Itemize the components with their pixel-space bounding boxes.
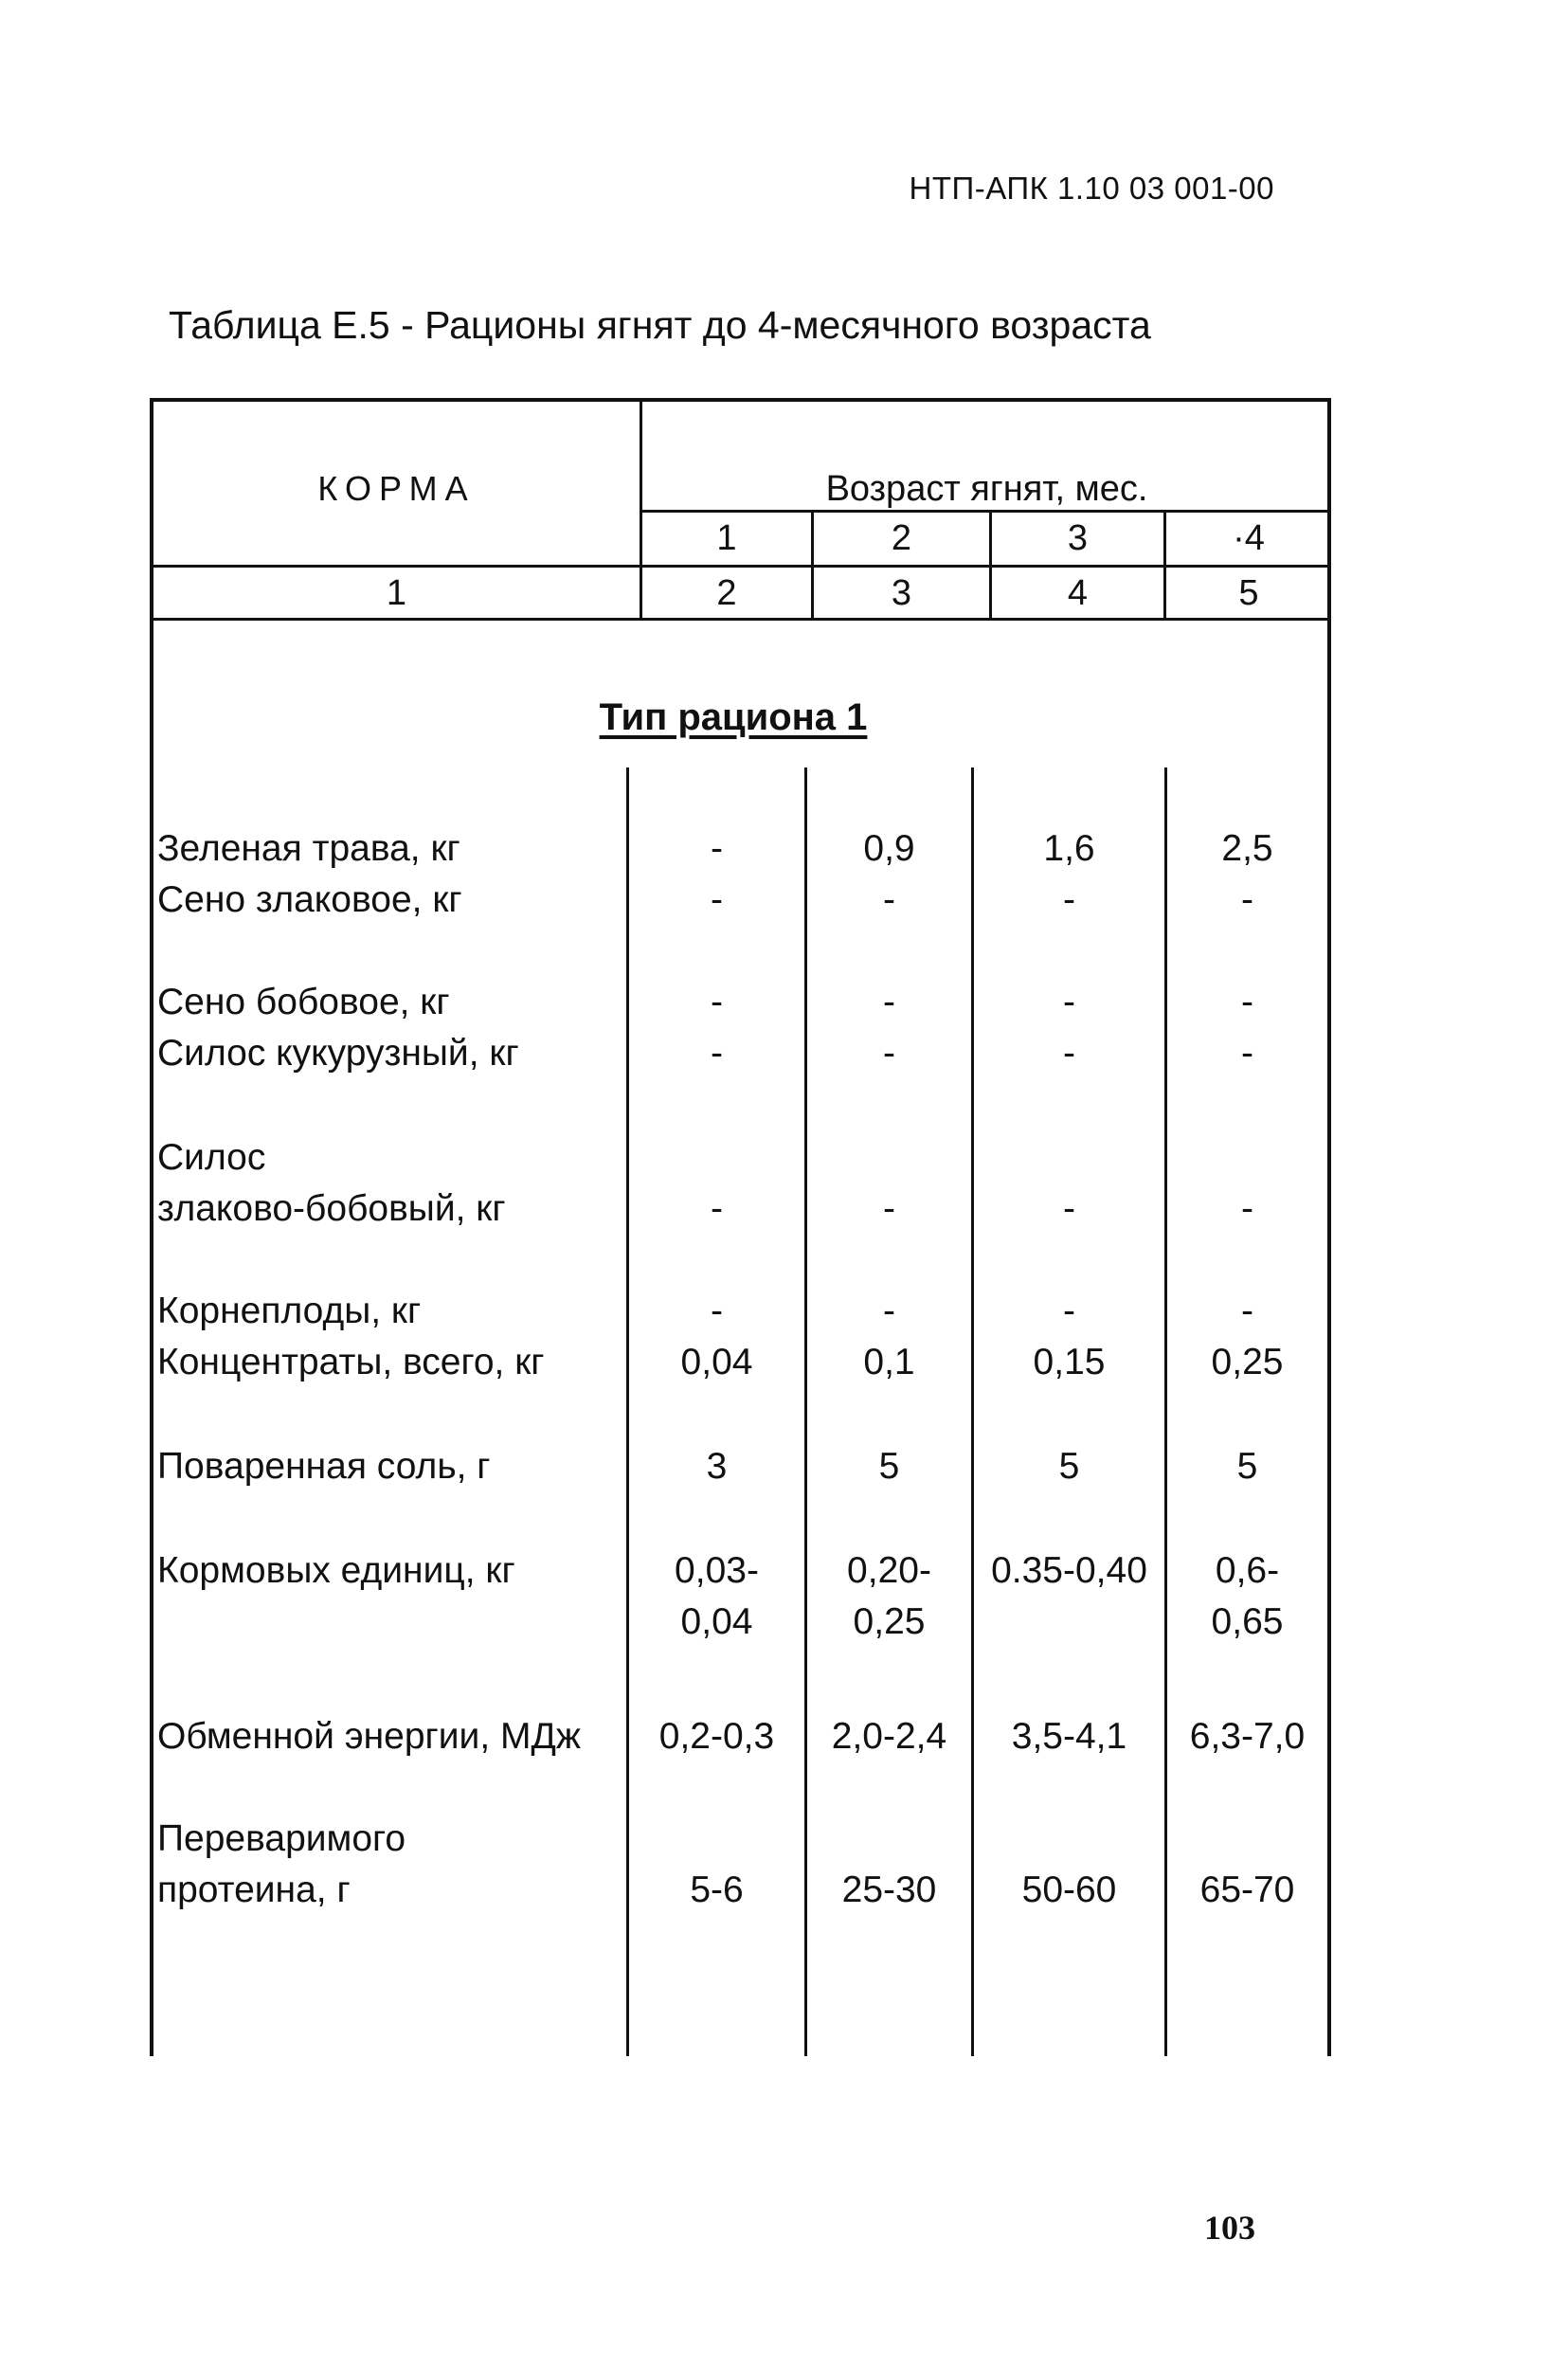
row-value: -: [1063, 982, 1075, 1022]
age-3: 3: [1067, 518, 1089, 558]
document-code: НТП-АПК 1.10 03 001-00: [909, 171, 1274, 206]
row-value: 2,0-2,4: [831, 1716, 947, 1757]
row-value: -: [883, 982, 895, 1022]
table-title: Таблица Е.5 - Рационы ягнят до 4-месячного возраста: [169, 303, 1151, 347]
row-label: Переваримого: [157, 1818, 406, 1859]
row-value: 0,9: [863, 828, 915, 869]
body-col-divider-4: [1164, 768, 1167, 2056]
row-value: -: [1063, 879, 1075, 920]
table-header: [150, 398, 1331, 616]
age-2: 2: [891, 518, 912, 558]
row-value: -: [883, 879, 895, 920]
row-value: -: [1241, 1291, 1253, 1331]
col-number-3: 3: [891, 573, 912, 613]
row-value: 0.35-0,40: [991, 1550, 1147, 1591]
row-value-continued: 0,25: [853, 1601, 926, 1642]
row-value: 0,04: [680, 1342, 753, 1382]
row-value: 3: [706, 1446, 728, 1487]
row-value: -: [711, 828, 723, 869]
row-value: 25-30: [841, 1869, 937, 1910]
row-value: -: [1241, 982, 1253, 1022]
feed-column-header: КОРМА: [317, 469, 476, 508]
header-bottom-line: [153, 565, 1331, 568]
row-value: 0,6-: [1215, 1550, 1280, 1591]
col-number-5: 5: [1238, 573, 1259, 613]
row-value: -: [1241, 1188, 1253, 1229]
age-divider-line: [641, 510, 1331, 513]
row-value: 2,5: [1221, 828, 1273, 869]
row-value: 65-70: [1199, 1869, 1295, 1910]
row-value: -: [883, 1291, 895, 1331]
col-number-4: 4: [1067, 573, 1089, 613]
row-value: 6,3-7,0: [1189, 1716, 1306, 1757]
row-label: Кормовых единиц, кг: [157, 1550, 515, 1591]
age-column-header: Возраст ягнят, мес.: [825, 469, 1148, 509]
row-value: -: [1241, 879, 1253, 920]
numbers-bottom-line: [153, 618, 1331, 621]
row-value: -: [1241, 1033, 1253, 1074]
row-value: -: [1063, 1291, 1075, 1331]
row-value: 5: [1236, 1446, 1258, 1487]
row-label: Корнеплоды, кг: [157, 1291, 422, 1331]
row-label: Зеленая трава, кг: [157, 828, 460, 869]
row-value: -: [711, 879, 723, 920]
row-value: 1,6: [1043, 828, 1095, 869]
row-value-continued: 0,04: [680, 1601, 753, 1642]
age-4: ·4: [1233, 518, 1265, 558]
body-col-divider-3: [971, 768, 974, 2056]
row-value: 0,03-: [675, 1550, 759, 1591]
row-label-continued: злаково-бобовый, кг: [157, 1188, 506, 1229]
page-number: 103: [1204, 2209, 1255, 2247]
row-value: 0,2-0,3: [658, 1716, 775, 1757]
row-label: Обменной энергии, МДж: [157, 1716, 581, 1757]
row-value: -: [711, 1033, 723, 1074]
row-value: 50-60: [1021, 1869, 1117, 1910]
row-label: Сено бобовое, кг: [157, 982, 450, 1022]
row-label: Концентраты, всего, кг: [157, 1342, 545, 1382]
row-value: 0,20-: [847, 1550, 931, 1591]
row-label: Поваренная соль, г: [157, 1446, 491, 1487]
row-value: -: [883, 1188, 895, 1229]
table-left-border: [150, 616, 153, 2056]
row-value: 0,1: [863, 1342, 915, 1382]
row-value: 0,25: [1211, 1342, 1284, 1382]
row-value: 5-6: [690, 1869, 744, 1910]
col-number-1: 1: [386, 573, 407, 613]
row-label: Силос кукурузный, кг: [157, 1033, 519, 1074]
row-value: 5: [878, 1446, 900, 1487]
col-number-2: 2: [716, 573, 737, 613]
row-value: 3,5-4,1: [1011, 1716, 1127, 1757]
age-1: 1: [716, 518, 737, 558]
row-value: 5: [1058, 1446, 1080, 1487]
row-label: Сено злаковое, кг: [157, 879, 462, 920]
row-value: -: [883, 1033, 895, 1074]
body-col-divider-1: [626, 768, 629, 2056]
row-value: -: [711, 982, 723, 1022]
row-value: -: [1063, 1033, 1075, 1074]
table-right-border: [1327, 616, 1331, 2056]
row-label: Силос: [157, 1137, 266, 1178]
body-col-divider-2: [804, 768, 807, 2056]
row-value: -: [711, 1291, 723, 1331]
row-value: -: [711, 1188, 723, 1229]
row-value: 0,15: [1033, 1342, 1106, 1382]
row-value: -: [1063, 1188, 1075, 1229]
ration-type-title: Тип рациона 1: [599, 696, 868, 738]
row-label-continued: протеина, г: [157, 1869, 351, 1910]
row-value-continued: 0,65: [1211, 1601, 1284, 1642]
